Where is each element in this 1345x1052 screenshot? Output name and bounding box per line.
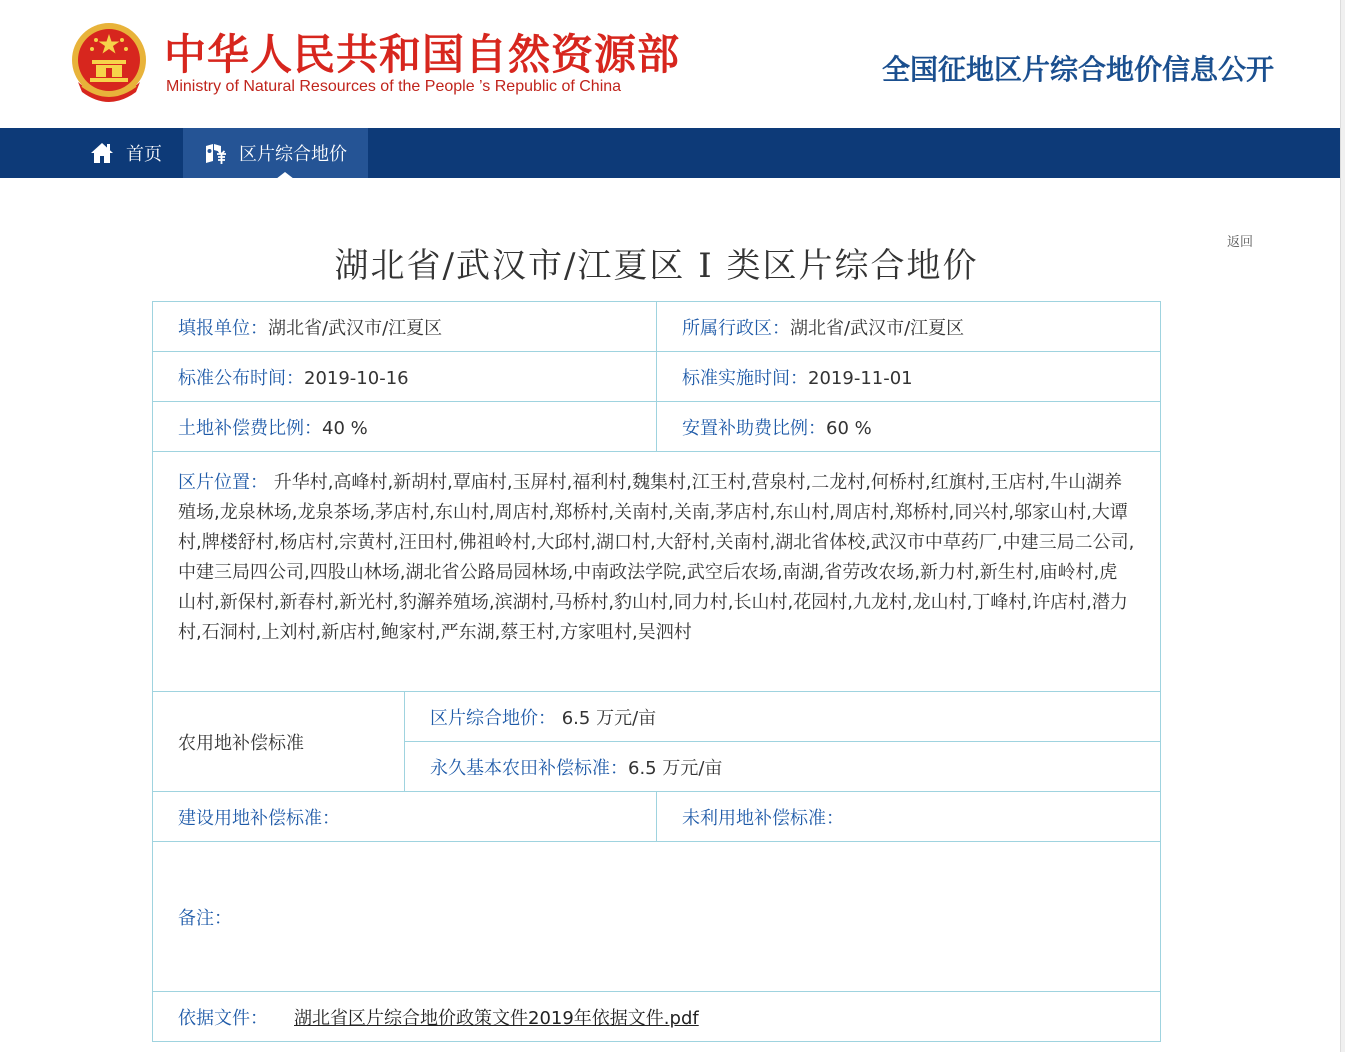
- table-row: [153, 792, 1161, 842]
- home-icon: [90, 142, 114, 164]
- remark-cell: [153, 842, 1161, 992]
- resettle-ratio-label: 安置补助费比例：: [682, 417, 827, 439]
- admin-region-value: 湖北省/武汉市/江夏区: [790, 317, 965, 339]
- unused-label: 未利用地补偿标准：: [682, 807, 845, 829]
- admin-region-cell: [657, 302, 1161, 352]
- zone-price-value: 6.5 万元/亩: [561, 707, 657, 729]
- table-row: [153, 452, 1161, 692]
- publish-time-label: 标准公布时间：: [178, 367, 304, 389]
- table-row: [153, 402, 1161, 452]
- active-tab-caret: [276, 172, 294, 179]
- publish-time-value: 2019-10-16: [304, 367, 409, 389]
- location-label: 区片位置：: [178, 472, 268, 493]
- basis-cell: [153, 992, 1161, 1042]
- national-emblem-icon: [70, 20, 148, 104]
- table-row: [153, 692, 1161, 742]
- land-price-info-table: [152, 301, 1161, 1042]
- basic-farmland-cell: [405, 742, 1161, 792]
- location-value: 升华村,高峰村,新胡村,覃庙村,玉屏村,福利村,魏集村,江王村,营泉村,二龙村,何桥村,红旗村,王店村,牛山湖养殖场,龙泉林场,龙泉茶场,茅店村,东山村,周店村,郑桥村,关南村,关南,茅店村,东山村,周店村,郑桥村,同兴村,邬家山村,大谭村,牌楼舒村,杨店村,宗黄村,汪田村,佛祖岭村,大邱村,湖口村,大舒村,关南村,湖北省体校,武汉市中草药厂,中建三局二公司,中建三局四公司,四股山林场,湖北省公路局园林场,中南政法学院,武空后农场,南湖,省劳改农场,新力村,新生村,庙岭村,虎山村,新保村,新春村,新光村,豹澥养殖场,滨湖村,马桥村,豹山村,同力村,长山村,花园村,九龙村,龙山村,丁峰村,许店村,潜力村,石洞村,上刘村,新店村,鲍家村,严东湖,蔡王村,方家咀村,吴泗村: [178, 472, 1135, 643]
- page-scrollbar-edge: [1340, 0, 1345, 1052]
- unused-cell: [657, 792, 1161, 842]
- basic-farmland-label: 永久基本农田补偿标准：: [430, 757, 628, 779]
- table-row: [153, 302, 1161, 352]
- land-price-icon: [203, 141, 227, 165]
- back-link[interactable]: 返回: [1227, 235, 1254, 250]
- admin-region-label: 所属行政区：: [682, 317, 791, 339]
- fill-unit-value: 湖北省/武汉市/江夏区: [268, 317, 443, 339]
- table-row: [153, 992, 1161, 1042]
- nav-zone-price[interactable]: [183, 128, 368, 178]
- ministry-name-en: Ministry of Natural Resources of the People ’s Republic of China: [166, 78, 622, 95]
- fill-unit-label: 填报单位：: [178, 317, 268, 339]
- construction-label: 建设用地补偿标准：: [178, 807, 340, 829]
- remark-label: 备注：: [178, 907, 232, 929]
- nav-home-label: 首页: [126, 144, 162, 165]
- effective-time-cell: [657, 352, 1161, 402]
- fill-unit-cell: [153, 302, 657, 352]
- resettle-ratio-value: 60 %: [826, 417, 872, 439]
- main-nav: [0, 128, 1340, 178]
- resettle-ratio-cell: [657, 402, 1161, 452]
- nav-home[interactable]: [88, 128, 162, 178]
- site-title: 全国征地区片综合地价信息公开: [882, 53, 1275, 86]
- zone-price-label: 区片综合地价：: [430, 707, 556, 729]
- effective-time-label: 标准实施时间：: [682, 367, 809, 389]
- page-title: 湖北省/武汉市/江夏区 I 类区片综合地价: [334, 246, 979, 286]
- site-header: [0, 0, 1340, 128]
- table-row: [153, 842, 1161, 992]
- basic-farmland-value: 6.5 万元/亩: [628, 757, 723, 779]
- farmland-label: 农用地补偿标准: [153, 692, 405, 792]
- land-comp-ratio-value: 40 %: [322, 417, 368, 439]
- location-cell: [153, 452, 1161, 692]
- land-comp-ratio-cell: [153, 402, 657, 452]
- publish-time-cell: [153, 352, 657, 402]
- basis-file-link[interactable]: 湖北省区片综合地价政策文件2019年依据文件.pdf: [294, 1007, 699, 1029]
- zone-price-cell: [405, 692, 1161, 742]
- nav-zone-label: 区片综合地价: [239, 144, 347, 165]
- construction-cell: [153, 792, 657, 842]
- basis-label: 依据文件：: [178, 1007, 268, 1029]
- land-comp-ratio-label: 土地补偿费比例：: [178, 417, 322, 439]
- ministry-name-cn: 中华人民共和国自然资源部: [164, 30, 681, 79]
- effective-time-value: 2019-11-01: [808, 367, 913, 389]
- table-row: [153, 352, 1161, 402]
